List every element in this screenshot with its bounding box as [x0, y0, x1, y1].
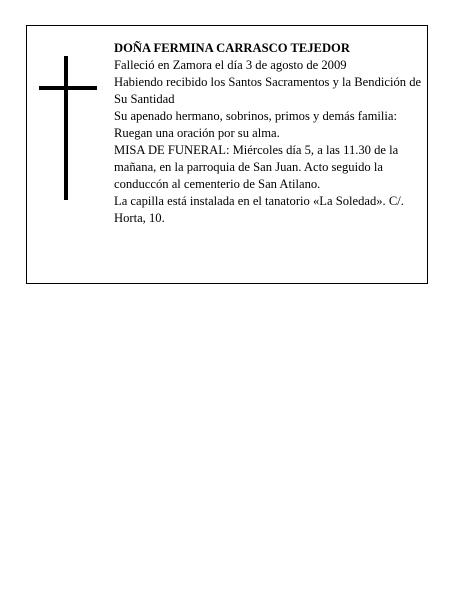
notice-text-block [114, 40, 426, 227]
cross-vertical-bar [64, 56, 68, 200]
funeral-mass-line: MISA DE FUNERAL: Miércoles día 5, a las 11.30 de la mañana, en la parroquia de San Juan. Acto seguido la conduccón al cementerio de San Atilano. [114, 143, 399, 191]
chapel-location-line: La capilla está instalada en el tanatorio «La Soledad». C/. Horta, 10. [114, 194, 404, 225]
deceased-name: DOÑA FERMINA CARRASCO TEJEDOR [114, 41, 350, 55]
sacraments-line: Habiendo recibido los Santos Sacramentos y la Bendición de Su Santidad [114, 75, 422, 106]
obituary-notice [26, 25, 428, 284]
death-date-line: Falleció en Zamora el día 3 de agosto de 2009 [114, 58, 347, 72]
family-line: Su apenado hermano, sobrinos, primos y demás familia: Ruegan una oración por su alma. [114, 109, 397, 140]
cross-horizontal-bar [39, 86, 97, 90]
